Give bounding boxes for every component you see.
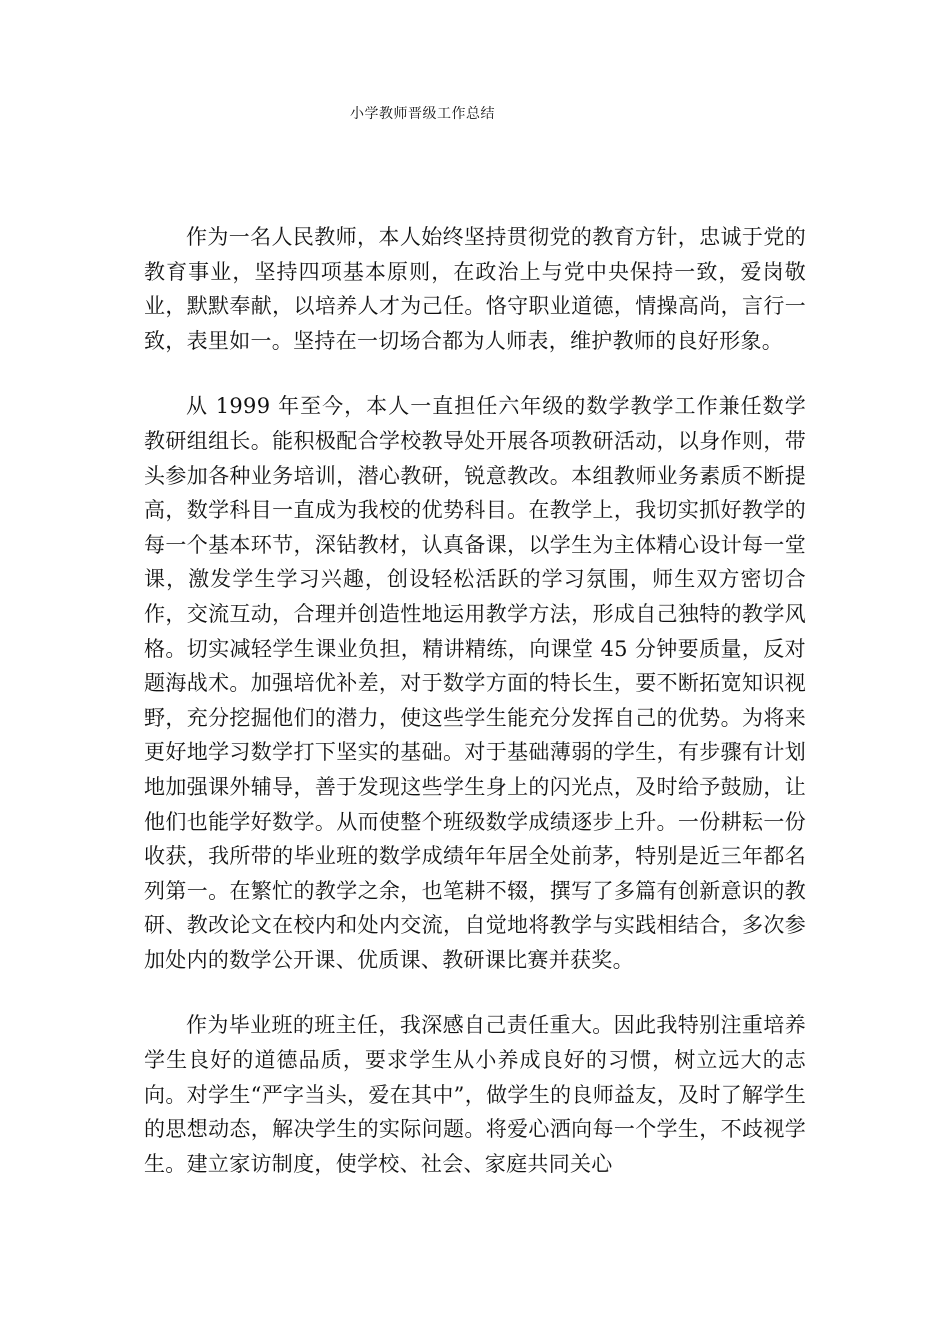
paragraph-class-teacher: 作为毕业班的班主任，我深感自己责任重大。因此我特别注重培养学生良好的道德品质，要求学生从小养成良好的习惯，树立远大的志向。对学生“严字当头，爱在其中”，做学生的良师益友，及时了解学生的思想动态，解决学生的实际问题。将爱心洒向每一个学生，不歧视学生。建立家访制度，使学校、社会、家庭共同关心: [144, 1013, 806, 1176]
document-title: 小学教师晋级工作总结: [350, 106, 495, 122]
paragraph-professional-ethics: 作为一名人民教师，本人始终坚持贯彻党的教育方针，忠诚于党的教育事业，坚持四项基本原则，在政治上与党中央保持一致，爱岗敬业，默默奉献，以培养人才为己任。恪守职业道德，情操高尚，言行一致，表里如一。坚持在一切场合都为人师表，维护教师的良好形象。: [144, 225, 806, 353]
document-body: [144, 220, 806, 1181]
paragraph-math-teaching: 从 1999 年至今，本人一直担任六年级的数学教学工作兼任数学教研组组长。能积极配合学校教导处开展各项教研活动，以身作则，带头参加各种业务培训，潜心教研，锐意教改。本组教师业务素质不断提高，数学科目一直成为我校的优势科目。在教学上，我切实抓好教学的每一个基本环节，深钻教材，认真备课，以学生为主体精心设计每一堂课，激发学生学习兴趣，创设轻松活跃的学习氛围，师生双方密切合作，交流互动，合理并创造性地运用教学方法，形成自己独特的教学风格。切实减轻学生课业负担，精讲精练，向课堂 45 分钟要质量，反对题海战术。加强培优补差，对于数学方面的特长生，要不断拓宽知识视野，充分挖掘他们的潜力，使这些学生能充分发挥自己的优势。为将来更好地学习数学打下坚实的基础。对于基础薄弱的学生，有步骤有计划地加强课外辅导，善于发现这些学生身上的闪光点，及时给予鼓励，让他们也能学好数学。从而使整个班级数学成绩逐步上升。一份耕耘一份收获，我所带的毕业班的数学成绩年年居全处前茅，特别是近三年都名列第一。在繁忙的教学之余，也笔耕不辍，撰写了多篇有创新意识的教研、教改论文在校内和处内交流，自觉地将教学与实践相结合，多次参加处内的数学公开课、优质课、教研课比赛并获奖。: [144, 394, 806, 972]
